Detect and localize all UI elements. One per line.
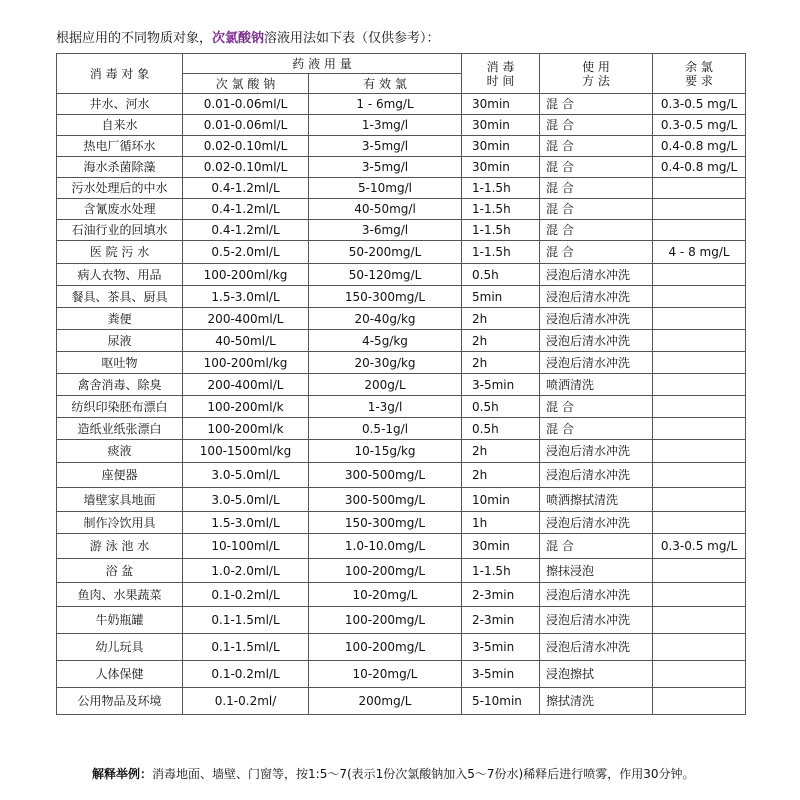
table-row [57, 607, 746, 634]
cell-chlorine: 150-300mg/L [309, 286, 462, 308]
cell-object: 海水杀菌除藻 [57, 157, 183, 178]
header-chlorine: 有 效 氯 [309, 74, 462, 94]
header-residual-line1: 余 氯 [685, 59, 713, 74]
cell-naclo: 200-400ml/L [183, 308, 309, 330]
header-time-line1: 消 毒 [486, 59, 515, 74]
cell-time: 30min [462, 94, 540, 115]
cell-naclo: 0.01-0.06ml/L [183, 115, 309, 136]
cell-chlorine: 200g/L [309, 374, 462, 396]
table-row [57, 534, 746, 559]
cell-chlorine: 50-200mg/L [309, 241, 462, 264]
cell-naclo: 40-50ml/L [183, 330, 309, 352]
cell-object: 制作冷饮用具 [57, 512, 183, 534]
cell-time: 2h [462, 308, 540, 330]
cell-object: 游 泳 池 水 [57, 534, 183, 559]
cell-object: 座便器 [57, 463, 183, 488]
cell-time: 1-1.5h [462, 241, 540, 264]
cell-object: 痰液 [57, 440, 183, 463]
cell-time: 0.5h [462, 264, 540, 286]
cell-method: 浸泡后清水冲洗 [540, 308, 653, 330]
cell-chlorine: 100-200mg/L [309, 634, 462, 661]
table-row [57, 661, 746, 688]
cell-method: 浸泡后清水冲洗 [540, 286, 653, 308]
cell-method: 混 合 [540, 115, 653, 136]
cell-object: 病人衣物、用品 [57, 264, 183, 286]
cell-residual: 0.4-0.8 mg/L [653, 157, 746, 178]
cell-chlorine: 3-5mg/l [309, 136, 462, 157]
cell-residual [653, 607, 746, 634]
cell-time: 0.5h [462, 418, 540, 440]
heading-prefix: 根据应用的不同物质对象， [56, 31, 213, 46]
cell-object: 热电厂循环水 [57, 136, 183, 157]
cell-object: 自来水 [57, 115, 183, 136]
cell-chlorine: 1 - 6mg/L [309, 94, 462, 115]
table-row [57, 94, 746, 115]
header-time-line2: 时 间 [486, 73, 515, 88]
cell-naclo: 0.4-1.2ml/L [183, 199, 309, 220]
cell-method: 浸泡后清水冲洗 [540, 512, 653, 534]
cell-object: 牛奶瓶罐 [57, 607, 183, 634]
table-row [57, 178, 746, 199]
header-dosage: 药 液 用 量 [183, 54, 462, 74]
table-row [57, 418, 746, 440]
cell-naclo: 0.02-0.10ml/L [183, 136, 309, 157]
cell-naclo: 0.5-2.0ml/L [183, 241, 309, 264]
cell-time: 1-1.5h [462, 559, 540, 583]
table-header-row [57, 54, 746, 74]
cell-chlorine: 10-15g/kg [309, 440, 462, 463]
cell-time: 5-10min [462, 688, 540, 715]
cell-residual [653, 583, 746, 607]
note-label: 解释举例： [92, 767, 153, 781]
cell-residual [653, 330, 746, 352]
header-method [540, 54, 653, 94]
cell-residual [653, 661, 746, 688]
cell-chlorine: 1-3g/l [309, 396, 462, 418]
cell-time: 1h [462, 512, 540, 534]
table-row [57, 396, 746, 418]
table-row [57, 688, 746, 715]
cell-time: 2-3min [462, 607, 540, 634]
cell-time: 2h [462, 440, 540, 463]
cell-chlorine: 10-20mg/L [309, 583, 462, 607]
cell-naclo: 1.5-3.0ml/L [183, 512, 309, 534]
cell-method: 混 合 [540, 178, 653, 199]
cell-method: 浸泡后清水冲洗 [540, 607, 653, 634]
cell-method: 喷洒擦拭清洗 [540, 488, 653, 512]
cell-chlorine: 3-6mg/l [309, 220, 462, 241]
cell-residual [653, 512, 746, 534]
table-row [57, 264, 746, 286]
cell-object: 造纸业纸张漂白 [57, 418, 183, 440]
cell-object: 污水处理后的中水 [57, 178, 183, 199]
cell-naclo: 100-1500ml/kg [183, 440, 309, 463]
cell-chlorine: 20-30g/kg [309, 352, 462, 374]
cell-naclo: 0.02-0.10ml/L [183, 157, 309, 178]
cell-method: 混 合 [540, 136, 653, 157]
header-method-line2: 方 法 [582, 73, 610, 88]
table-row [57, 308, 746, 330]
cell-time: 30min [462, 115, 540, 136]
table-row [57, 559, 746, 583]
cell-method: 浸泡擦拭 [540, 661, 653, 688]
table-row [57, 136, 746, 157]
cell-time: 10min [462, 488, 540, 512]
table-row [57, 634, 746, 661]
heading-highlight: 次氯酸钠 [212, 31, 265, 46]
cell-method: 混 合 [540, 418, 653, 440]
cell-chlorine: 100-200mg/L [309, 559, 462, 583]
cell-object: 鱼肉、水果蔬菜 [57, 583, 183, 607]
cell-naclo: 3.0-5.0ml/L [183, 488, 309, 512]
cell-chlorine: 10-20mg/L [309, 661, 462, 688]
cell-residual [653, 374, 746, 396]
cell-residual [653, 463, 746, 488]
cell-residual: 0.4-0.8 mg/L [653, 136, 746, 157]
cell-residual [653, 418, 746, 440]
cell-residual [653, 688, 746, 715]
header-method-line1: 使 用 [582, 59, 610, 74]
cell-method: 浸泡后清水冲洗 [540, 330, 653, 352]
cell-object: 公用物品及环境 [57, 688, 183, 715]
cell-residual [653, 264, 746, 286]
page-heading [56, 30, 440, 48]
cell-naclo: 0.1-0.2ml/L [183, 661, 309, 688]
cell-residual: 4 - 8 mg/L [653, 241, 746, 264]
cell-object: 井水、河水 [57, 94, 183, 115]
header-time [462, 54, 540, 94]
disinfection-table [56, 53, 746, 715]
cell-method: 混 合 [540, 534, 653, 559]
cell-method: 混 合 [540, 241, 653, 264]
cell-object: 浴 盆 [57, 559, 183, 583]
cell-chlorine: 5-10mg/l [309, 178, 462, 199]
cell-time: 2h [462, 330, 540, 352]
cell-chlorine: 3-5mg/l [309, 157, 462, 178]
cell-residual [653, 220, 746, 241]
table-row [57, 463, 746, 488]
cell-naclo: 0.1-0.2ml/ [183, 688, 309, 715]
cell-chlorine: 1-3mg/l [309, 115, 462, 136]
table-row [57, 241, 746, 264]
cell-naclo: 0.4-1.2ml/L [183, 178, 309, 199]
table-row [57, 286, 746, 308]
cell-residual: 0.3-0.5 mg/L [653, 115, 746, 136]
cell-chlorine: 4-5g/kg [309, 330, 462, 352]
header-object: 消 毒 对 象 [57, 54, 183, 94]
cell-time: 3-5min [462, 661, 540, 688]
cell-method: 混 合 [540, 94, 653, 115]
table-row [57, 330, 746, 352]
cell-time: 5min [462, 286, 540, 308]
heading-suffix: 溶液用法如下表（仅供参考）： [264, 31, 440, 46]
cell-naclo: 10-100ml/L [183, 534, 309, 559]
cell-method: 擦拭清洗 [540, 688, 653, 715]
table-row [57, 220, 746, 241]
cell-method: 喷洒清洗 [540, 374, 653, 396]
cell-naclo: 0.1-0.2ml/L [183, 583, 309, 607]
cell-method: 混 合 [540, 220, 653, 241]
cell-chlorine: 0.5-1g/l [309, 418, 462, 440]
cell-time: 2h [462, 352, 540, 374]
table-row [57, 374, 746, 396]
cell-object: 尿液 [57, 330, 183, 352]
header-residual-line2: 要 求 [685, 73, 713, 88]
cell-residual: 0.3-0.5 mg/L [653, 534, 746, 559]
cell-naclo: 100-200ml/k [183, 396, 309, 418]
cell-naclo: 1.5-3.0ml/L [183, 286, 309, 308]
cell-method: 浸泡后清水冲洗 [540, 264, 653, 286]
cell-chlorine: 40-50mg/l [309, 199, 462, 220]
cell-object: 幼儿玩具 [57, 634, 183, 661]
cell-chlorine: 100-200mg/L [309, 607, 462, 634]
cell-time: 0.5h [462, 396, 540, 418]
cell-chlorine: 200mg/L [309, 688, 462, 715]
cell-naclo: 3.0-5.0ml/L [183, 463, 309, 488]
cell-method: 浸泡后清水冲洗 [540, 634, 653, 661]
cell-time: 30min [462, 157, 540, 178]
cell-time: 3-5min [462, 634, 540, 661]
table-row [57, 352, 746, 374]
cell-time: 1-1.5h [462, 178, 540, 199]
cell-residual [653, 286, 746, 308]
table-row [57, 583, 746, 607]
cell-residual [653, 178, 746, 199]
cell-chlorine: 150-300mg/L [309, 512, 462, 534]
cell-naclo: 0.1-1.5ml/L [183, 607, 309, 634]
cell-time: 2h [462, 463, 540, 488]
explanation-note [92, 765, 695, 782]
cell-time: 3-5min [462, 374, 540, 396]
cell-residual [653, 396, 746, 418]
cell-object: 禽舍消毒、除臭 [57, 374, 183, 396]
table-row [57, 199, 746, 220]
cell-chlorine: 300-500mg/L [309, 488, 462, 512]
cell-residual: 0.3-0.5 mg/L [653, 94, 746, 115]
cell-object: 人体保健 [57, 661, 183, 688]
cell-residual [653, 308, 746, 330]
cell-object: 粪便 [57, 308, 183, 330]
cell-chlorine: 50-120mg/L [309, 264, 462, 286]
header-naclo: 次 氯 酸 钠 [183, 74, 309, 94]
cell-object: 餐具、茶具、厨具 [57, 286, 183, 308]
cell-residual [653, 634, 746, 661]
cell-object: 纺织印染胚布漂白 [57, 396, 183, 418]
cell-naclo: 0.01-0.06ml/L [183, 94, 309, 115]
cell-method: 浸泡后清水冲洗 [540, 352, 653, 374]
cell-residual [653, 559, 746, 583]
header-residual [653, 54, 746, 94]
cell-method: 混 合 [540, 396, 653, 418]
cell-residual [653, 488, 746, 512]
cell-chlorine: 300-500mg/L [309, 463, 462, 488]
table-row [57, 512, 746, 534]
cell-time: 1-1.5h [462, 199, 540, 220]
table-row [57, 440, 746, 463]
cell-naclo: 100-200ml/kg [183, 352, 309, 374]
cell-object: 石油行业的回填水 [57, 220, 183, 241]
cell-time: 30min [462, 136, 540, 157]
cell-residual [653, 440, 746, 463]
cell-chlorine: 1.0-10.0mg/L [309, 534, 462, 559]
cell-time: 1-1.5h [462, 220, 540, 241]
cell-method: 混 合 [540, 199, 653, 220]
cell-method: 浸泡后清水冲洗 [540, 440, 653, 463]
cell-method: 混 合 [540, 157, 653, 178]
cell-naclo: 100-200ml/kg [183, 264, 309, 286]
cell-naclo: 1.0-2.0ml/L [183, 559, 309, 583]
cell-object: 墙壁家具地面 [57, 488, 183, 512]
cell-object: 含氰废水处理 [57, 199, 183, 220]
table-row [57, 115, 746, 136]
cell-method: 擦抹浸泡 [540, 559, 653, 583]
table-row [57, 488, 746, 512]
cell-method: 浸泡后清水冲洗 [540, 463, 653, 488]
cell-residual [653, 352, 746, 374]
cell-naclo: 0.4-1.2ml/L [183, 220, 309, 241]
cell-residual [653, 199, 746, 220]
cell-method: 浸泡后清水冲洗 [540, 583, 653, 607]
cell-naclo: 100-200ml/k [183, 418, 309, 440]
cell-naclo: 200-400ml/L [183, 374, 309, 396]
cell-time: 30min [462, 534, 540, 559]
note-text: 消毒地面、墙壁、门窗等，按1:5～7(表示1份次氯酸钠加入5～7份水)稀释后进行喷雾，作用30分钟。 [152, 767, 695, 781]
cell-naclo: 0.1-1.5ml/L [183, 634, 309, 661]
cell-object: 医 院 污 水 [57, 241, 183, 264]
cell-object: 呕吐物 [57, 352, 183, 374]
cell-chlorine: 20-40g/kg [309, 308, 462, 330]
table-row [57, 157, 746, 178]
cell-time: 2-3min [462, 583, 540, 607]
